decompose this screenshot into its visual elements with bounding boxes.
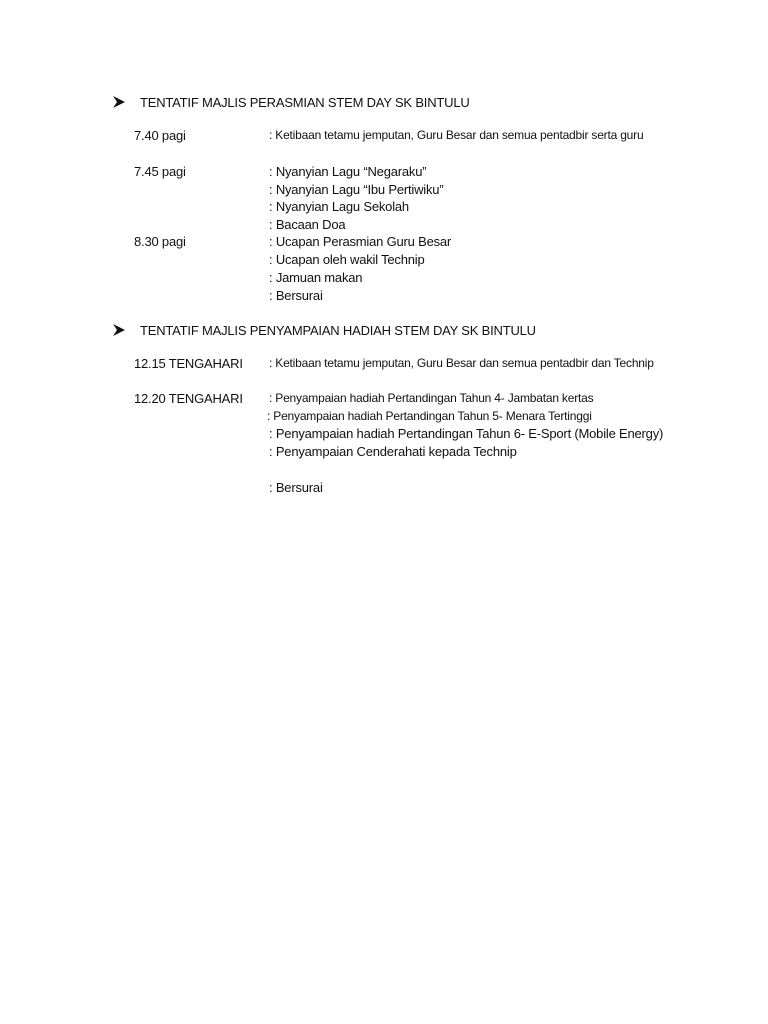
section-1-heading xyxy=(112,92,470,112)
row-item: : Ucapan oleh wakil Technip xyxy=(269,252,425,267)
row-item: : Penyampaian hadiah Pertandingan Tahun 4- Jambatan kertas xyxy=(269,391,594,405)
row-item: : Jamuan makan xyxy=(269,270,363,285)
row-item: : Penyampaian Cenderahati kepada Technip xyxy=(269,444,517,459)
row-time: 8.30 pagi xyxy=(134,234,186,249)
row-time: 7.40 pagi xyxy=(134,128,186,143)
row-item: : Ketibaan tetamu jemputan, Guru Besar dan semua pentadbir serta guru xyxy=(269,128,644,142)
row-item: : Nyanyian Lagu Sekolah xyxy=(269,199,409,214)
section-2-heading xyxy=(112,320,536,340)
row-item: : Nyanyian Lagu “Negaraku” xyxy=(269,164,427,179)
row-item: : Ketibaan tetamu jemputan, Guru Besar dan semua pentadbir dan Technip xyxy=(269,356,654,370)
arrow-bullet-icon xyxy=(112,323,126,337)
row-item: : Bacaan Doa xyxy=(269,217,346,232)
row-item: : Ucapan Perasmian Guru Besar xyxy=(269,234,452,249)
row-time: 12.20 TENGAHARI xyxy=(134,391,243,406)
row-item: : Bersurai xyxy=(269,288,323,303)
section-1-title: TENTATIF MAJLIS PERASMIAN STEM DAY SK BINTULU xyxy=(140,94,470,110)
arrow-bullet-icon xyxy=(112,95,126,109)
section-2-title: TENTATIF MAJLIS PENYAMPAIAN HADIAH STEM DAY SK BINTULU xyxy=(140,322,536,338)
row-item: : Penyampaian hadiah Pertandingan Tahun 6- E-Sport (Mobile Energy) xyxy=(269,426,664,441)
row-time: 12.15 TENGAHARI xyxy=(134,356,243,371)
row-item: : Bersurai xyxy=(269,480,323,495)
row-item: : Nyanyian Lagu “Ibu Pertiwiku” xyxy=(269,182,444,197)
row-item: : Penyampaian hadiah Pertandingan Tahun 5- Menara Tertinggi xyxy=(267,409,592,423)
row-time: 7.45 pagi xyxy=(134,164,186,179)
